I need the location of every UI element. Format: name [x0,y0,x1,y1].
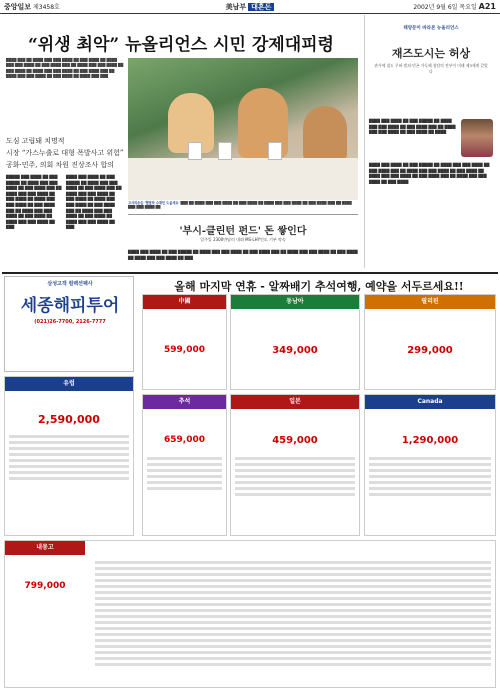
article-lede: ████ ███ ██ ████ ███ ███ ████ ██ ███ ████ ██ ████ ███ ███ ████ ██ ███ ████ ███ ██ ████ ███ ███ ████ ██ ███ ████ ██ ████ ███ ███ ████ ██ ███ ████ ███ ██ ████ ███ ███ ████ ██ ███ ████ ██ ████ ███ ███ [6,58,124,79]
sidebar-title: 재즈도시는 허상 [391,47,471,60]
article-photo [128,58,358,200]
cup-shape [218,142,232,160]
package-label: 내몽고 [5,541,85,555]
page-number: A21 [478,2,496,11]
subhead-2: 시장 “가스누출로 대형 폭발사고 위험” [6,149,124,157]
fund-box-body: ████ ███ ████ ██ ███ █████ ██ ████ ███ ███ ████ ██ ███ ████ ███ ██ ████ ███ ███ ████ ██ ███ ████ ██ ████ ███ ███ ████ ██ ███ [128,250,358,260]
ad-package [364,394,496,536]
article-column: █████ ███ ████ ██ ███ █████ ██ ████ ███ ███ ████ ██ ███ ████ ███ ██ ████ ███ ███ ████ ██ ███ ████ ██ ████ ███ ███ ████ ██ ███ ████ ███ ██ ████ ███ ███ ████ ██ ███ ████ ██ ████ ███ ███ ████ ██ ███ [6,175,62,230]
ad-package [142,294,227,390]
fund-box-subtitle: 일주일 2300만달러 내외 MS·LHY인도 기부 약속 [200,237,286,242]
package-price: 459,000 [272,435,318,446]
package-price: 799,000 [24,581,66,591]
section-name: 美남부 [225,3,247,11]
sidebar-body: ████ ███ ████ ██ ███ █████ ██ ████ ███ ███ ████ ██ ███ ████ ███ ██ ████ ███ ███ ████ ██ ███ ████ ██ ████ [369,119,456,135]
package-label: 필리핀 [365,295,495,309]
author-portrait [461,119,493,157]
brand-name: 세종해피투어 [20,296,120,316]
article-headline: “위생 최악” 뉴올리언스 시민 강제대피령 [28,35,334,55]
sidebar-kicker: 태양문이 바라본 뉴올리언스 [403,26,459,31]
ad-package [4,540,496,688]
ad-package [230,394,360,536]
column-sidebar [364,15,496,268]
article-subheads [6,135,124,171]
package-label: 일본 [231,395,359,409]
brand-phone: (021)26-7700, 2126-7777 [34,319,106,325]
article-column: ████ ███ ████ ██ ███ █████ ██ ████ ███ ███ ████ ██ ███ ████ ███ ██ ████ ███ ███ ████ ██ ███ ████ ██ ████ ███ ███ ████ ██ ███ ████ ███ ██ ████ ███ ███ ████ ██ ███ ████ ██ ████ ███ ███ ████ ██ ███ [66,175,122,230]
ad-package [364,294,496,390]
region-tag: 대흔돈 [248,3,274,11]
subhead-1: 도심 고립돼 치명적 [6,137,65,145]
masthead [0,0,500,14]
subhead-3: 공화·민주, 의회 차원 진상조사 합의 [6,161,115,169]
ad-package [230,294,360,390]
caption-highlight: 고사리손들 '헬열하 수재민 도웁세요' [128,201,180,205]
package-label: 中國 [143,295,226,309]
package-price: 299,000 [407,345,453,356]
package-price: 2,590,000 [38,413,100,426]
package-label: 추석 [143,395,226,409]
ad-package [142,394,227,536]
cup-shape [188,142,202,160]
package-label: Canada [365,395,495,409]
issue-date: 2002년 9월 6일 목요일 [413,4,477,11]
package-price: 599,000 [164,345,205,355]
table-surface [128,158,358,200]
ad-headline: 올해 마지막 연휴 - 알짜배기 추석여행, 예약을 서두르세요!! [174,280,464,293]
package-label: 유럽 [5,377,133,391]
fund-box [128,214,358,248]
paper-name: 중앙일보 [4,2,32,11]
travel-advertisement [2,272,498,690]
sidebar-body: ████ ███ ████ ██ ███ █████ ██ ████ ███ ███ ████ ██ ███ ████ ███ ██ ████ ███ ███ ████ ██ ███ ████ ██ ████ ███ ███ ████ ██ ███ ████ ███ ██ ████ ███ ███ ████ ██ ███ ████ [369,163,490,184]
cup-shape [268,142,282,160]
package-price: 349,000 [272,345,318,356]
photo-caption: 고사리손들 '헬열하 수재민 도웁세요' ███ ██ ████ ███ ███ ████ ██ ███ ████ ██ ████ ███ ███ ████ ██ ███ ████ ███ ██ ████ ███ ███ ████ ██ [128,201,352,210]
sidebar-desc: 관가에 철도 무허·범죄·빈곤 가득해 참담의 전부이 미래 제3세계 같았다 [374,63,488,74]
package-price: 1,290,000 [401,435,459,446]
fund-box-title: '부시-클린턴 펀드' 돈 쌓인다 [179,226,307,237]
brand-subtitle: 삼성고객 컬렉션팩사 [47,281,93,287]
brand-box [4,276,134,372]
child-figure [303,106,347,162]
package-label: 동남아 [231,295,359,309]
issue-number: 제3458호 [32,4,60,11]
package-price: 659,000 [164,435,205,445]
ad-package [4,376,134,536]
